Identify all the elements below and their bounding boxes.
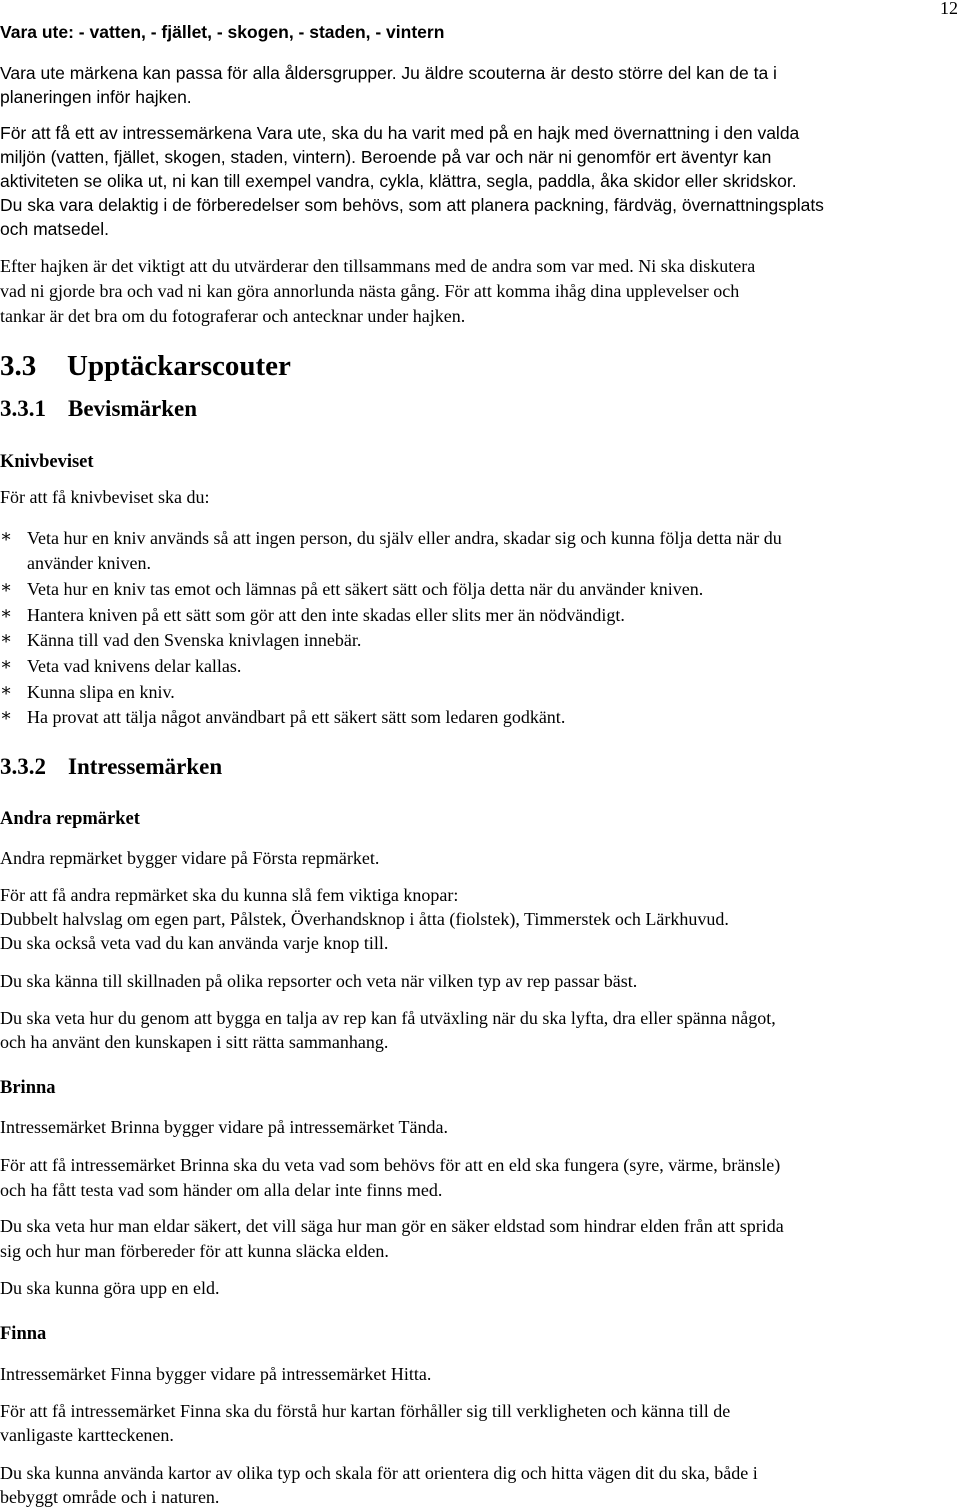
list-item-text: Veta hur en kniv tas emot och lämnas på ett säkert sätt och följa detta när du använder kniven. — [27, 579, 704, 599]
efter-hajken-line-3: tankar är det bra om du fotograferar och antecknar under hajken. — [0, 306, 466, 326]
brinna-p2-line-2: och ha fått testa vad som händer om alla delar inte finns med. — [0, 1180, 443, 1200]
section-3-3-2-heading — [0, 754, 222, 780]
efter-hajken-line-1: Efter hajken är det viktigt att du utvärderar den tillsammans med de andra som var med. Ni ska diskutera — [0, 256, 756, 276]
finna-p3-line-1: Du ska kunna använda kartor av olika typ och skala för att orientera dig och hitta vägen dit du ska, både i — [0, 1463, 758, 1483]
vara-ute-body-line-3: aktiviteten se olika ut, ni kan till exempel vandra, cykla, klättra, segla, paddla, åka skidor eller skridskor. — [0, 171, 797, 191]
vara-ute-heading: Vara ute: - vatten, - fjället, - skogen, - staden, - vintern — [0, 22, 445, 42]
brinna-p3-line-2: sig och hur man förbereder för att kunna släcka elden. — [0, 1241, 389, 1261]
vara-ute-intro-line-1: Vara ute märkena kan passa för alla åldersgrupper. Ju äldre scouterna är desto större del kan de ta i — [0, 63, 777, 83]
knivbeviset-heading: Knivbeviset — [0, 452, 94, 472]
vara-ute-body-line-1: För att få ett av intressemärkena Vara ute, ska du ha varit med på en hajk med övernattning i den valda — [0, 123, 800, 143]
finna-p3-line-2: bebyggt område och i naturen. — [0, 1487, 220, 1507]
brinna-p2-line-1: För att få intressemärket Brinna ska du veta vad som behövs för att en eld ska fungera (syre, värme, bränsle) — [0, 1155, 781, 1175]
andra-repmarket-heading: Andra repmärket — [0, 809, 140, 829]
list-item-text: Veta hur en kniv används så att ingen person, du själv eller andra, skadar sig och kunna följa detta när du — [27, 528, 782, 548]
bullet-asterisk-icon: ∗ — [0, 628, 13, 648]
list-item-text: Ha provat att tälja något användbart på ett säkert sätt som ledaren godkänt. — [27, 707, 566, 727]
bullet-asterisk-icon: ∗ — [0, 680, 13, 700]
bullet-asterisk-icon: ∗ — [0, 654, 13, 674]
bullet-asterisk-icon: ∗ — [0, 705, 13, 725]
andra-repmarket-p2-line-2: Dubbelt halvslag om egen part, Pålstek, Överhandsknop i åtta (fiolstek), Timmerstek och Lärkhuvud. — [0, 909, 729, 929]
bullet-asterisk-icon: ∗ — [0, 526, 13, 546]
andra-repmarket-p4-line-1: Du ska veta hur du genom att bygga en talja av rep kan få utväxling när du ska lyfta, dra eller spänna något, — [0, 1008, 776, 1028]
bullet-asterisk-icon: ∗ — [0, 603, 13, 623]
andra-repmarket-p4-line-2: och ha använt den kunskapen i sitt rätta sammanhang. — [0, 1032, 389, 1052]
section-number: 3.3 — [0, 350, 37, 382]
finna-p2-line-1: För att få intressemärket Finna ska du förstå hur kartan förhåller sig till verkligheten och känna till de — [0, 1401, 731, 1421]
section-title: Bevismärken — [68, 396, 198, 421]
list-item-text: Hantera kniven på ett sätt som gör att den inte skadas eller slits mer än nödvändigt. — [27, 605, 625, 625]
andra-repmarket-p2-line-3: Du ska också veta vad du kan använda varje knop till. — [0, 933, 389, 953]
finna-heading: Finna — [0, 1324, 47, 1344]
knivbeviset-intro: För att få knivbeviset ska du: — [0, 487, 210, 507]
brinna-p3-line-1: Du ska veta hur man eldar säkert, det vill säga hur man gör en säker eldstad som hindrar elden från att sprida — [0, 1216, 784, 1236]
efter-hajken-line-2: vad ni gjorde bra och vad ni kan göra annorlunda nästa gång. För att komma ihåg dina upplevelser och — [0, 281, 740, 301]
finna-p1: Intressemärket Finna bygger vidare på intressemärket Hitta. — [0, 1364, 432, 1384]
section-title: Intressemärken — [68, 754, 223, 779]
list-item-text: Känna till vad den Svenska knivlagen innebär. — [27, 630, 362, 650]
section-number: 3.3.2 — [0, 754, 46, 779]
vara-ute-body-line-2: miljön (vatten, fjället, skogen, staden, vintern). Beroende på var och när ni genomför ert äventyr kan — [0, 147, 772, 167]
finna-p2-line-2: vanligaste kartteckenen. — [0, 1425, 174, 1445]
bullet-asterisk-icon: ∗ — [0, 577, 13, 597]
vara-ute-intro-line-2: planeringen inför hajken. — [0, 87, 192, 107]
list-item-text: Kunna slipa en kniv. — [27, 682, 175, 702]
section-3-3-1-heading — [0, 396, 197, 422]
andra-repmarket-p3: Du ska känna till skillnaden på olika repsorter och veta när vilken typ av rep passar bäst. — [0, 971, 638, 991]
section-title: Upptäckarscouter — [67, 350, 291, 382]
vara-ute-body-line-4: Du ska vara delaktig i de förberedelser som behövs, som att planera packning, färdväg, övernattningsplats — [0, 195, 824, 215]
section-3-3-heading — [0, 350, 291, 383]
section-number: 3.3.1 — [0, 396, 46, 421]
andra-repmarket-p2-line-1: För att få andra repmärket ska du kunna slå fem viktiga knopar: — [0, 885, 459, 905]
brinna-p1: Intressemärket Brinna bygger vidare på intressemärket Tända. — [0, 1117, 448, 1137]
andra-repmarket-p1: Andra repmärket bygger vidare på Första repmärket. — [0, 848, 380, 868]
vara-ute-body-line-5: och matsedel. — [0, 219, 109, 239]
list-item-text-continued: använder kniven. — [27, 553, 151, 573]
page-number: 12 — [940, 0, 958, 18]
list-item-text: Veta vad knivens delar kallas. — [27, 656, 242, 676]
brinna-heading: Brinna — [0, 1078, 56, 1098]
brinna-p4: Du ska kunna göra upp en eld. — [0, 1278, 220, 1298]
